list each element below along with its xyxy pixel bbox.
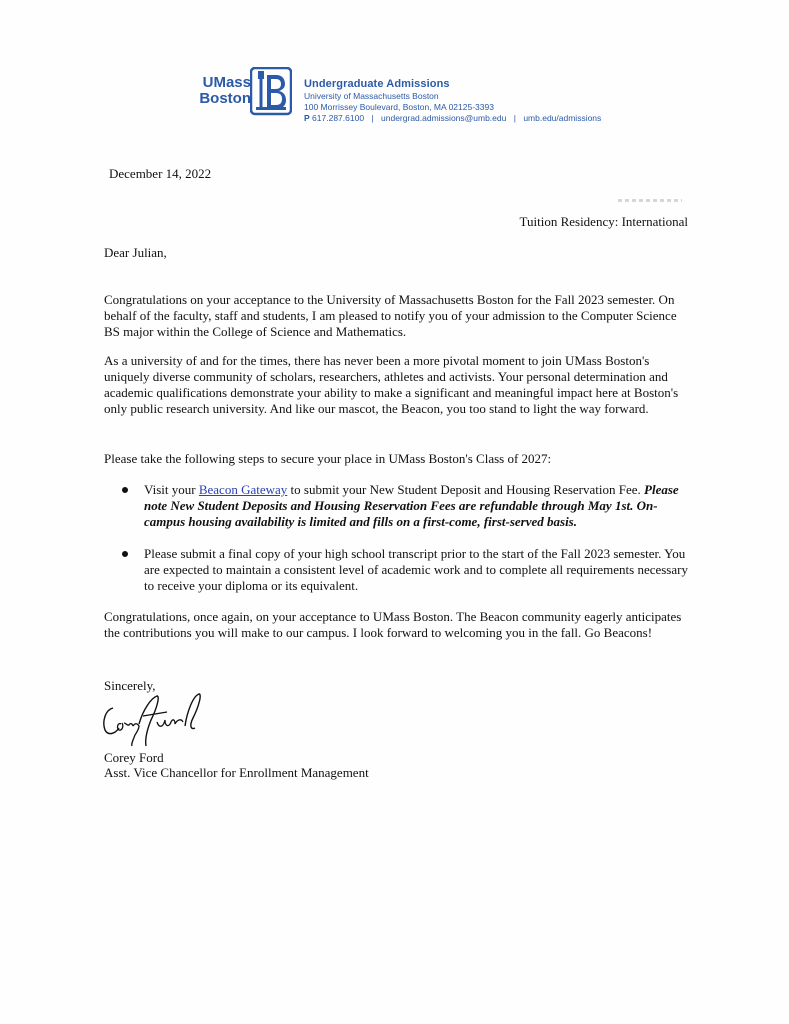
umass-boston-wordmark (191, 75, 251, 107)
contact-line (304, 113, 601, 124)
closing: Sincerely, (104, 678, 156, 693)
wordmark-line-2: Boston (199, 90, 251, 107)
paragraph-steps-intro: Please take the following steps to secure your place in UMass Boston's Class of 2027: (104, 451, 552, 466)
mailing-address: 100 Morrissey Boulevard, Boston, MA 02125-3393 (304, 102, 494, 112)
signer-title: Asst. Vice Chancellor for Enrollment Management (104, 765, 369, 780)
bullet-text-transcript: Please submit a final copy of your high school transcript prior to the start of the Fall 2023 semester. You are expected to maintain a consistent level of academic work and to complete all requirements necessary to receive your diploma or its equivalent. (144, 546, 688, 593)
department-name: Undergraduate Admissions (304, 78, 450, 90)
signer-name: Corey Ford (104, 750, 164, 765)
umass-boston-logo-icon (250, 67, 292, 117)
phone-label: P (304, 113, 310, 123)
tuition-residency: Tuition Residency: International (519, 214, 688, 229)
letterhead-contact-block (304, 77, 601, 124)
divider: | (371, 113, 374, 123)
bullet-icon (122, 487, 128, 493)
bullet-prefix: Visit your (144, 482, 199, 497)
bullet-icon (122, 551, 128, 557)
bullet-suffix: to submit your New Student Deposit and Housing Reservation Fee. (287, 482, 641, 497)
wordmark-line-1: UMass (202, 74, 251, 91)
divider: | (513, 113, 516, 123)
bullet-text-deposit (144, 482, 689, 530)
phone-number: 617.287.6100 (312, 113, 365, 123)
salutation: Dear Julian, (104, 245, 167, 260)
paragraph-acceptance: Congratulations on your acceptance to the University of Massachusetts Boston for the Fall 2023 semester. On behalf of the faculty, staff and students, I am pleased to notify you of your admission to the Computer Science BS major within the College of Science and Mathematics. (104, 292, 677, 339)
paragraph-university: As a university of and for the times, there has never been a more pivotal moment to join UMass Boston's uniquely diverse community of scholars, researchers, athletes and activists. Your personal determination and academic qualifications demonstrate your ability to make a significant and meaningful impact here at Boston's only public research university. And like our mascot, the Beacon, you too stand to light the way forward. (104, 353, 679, 416)
university-name: University of Massachusetts Boston (304, 91, 439, 101)
redaction-mark (618, 199, 682, 202)
handwritten-signature (99, 690, 209, 748)
paragraph-closing: Congratulations, once again, on your acceptance to UMass Boston. The Beacon community eagerly anticipates the contributions you will make to our campus. I look forward to welcoming you in the fall. Go Beacons! (104, 609, 682, 640)
beacon-gateway-link[interactable]: Beacon Gateway (198, 482, 288, 497)
email-address: undergrad.admissions@umb.edu (381, 113, 507, 123)
refund-notice: Please note New Student Deposits and Housing Reservation Fees are refundable through May 1st. On-campus housing availability is limited and fills on a first-come, first-served basis. (144, 482, 679, 529)
letter-date: December 14, 2022 (109, 166, 212, 181)
website-address: umb.edu/admissions (523, 113, 602, 123)
